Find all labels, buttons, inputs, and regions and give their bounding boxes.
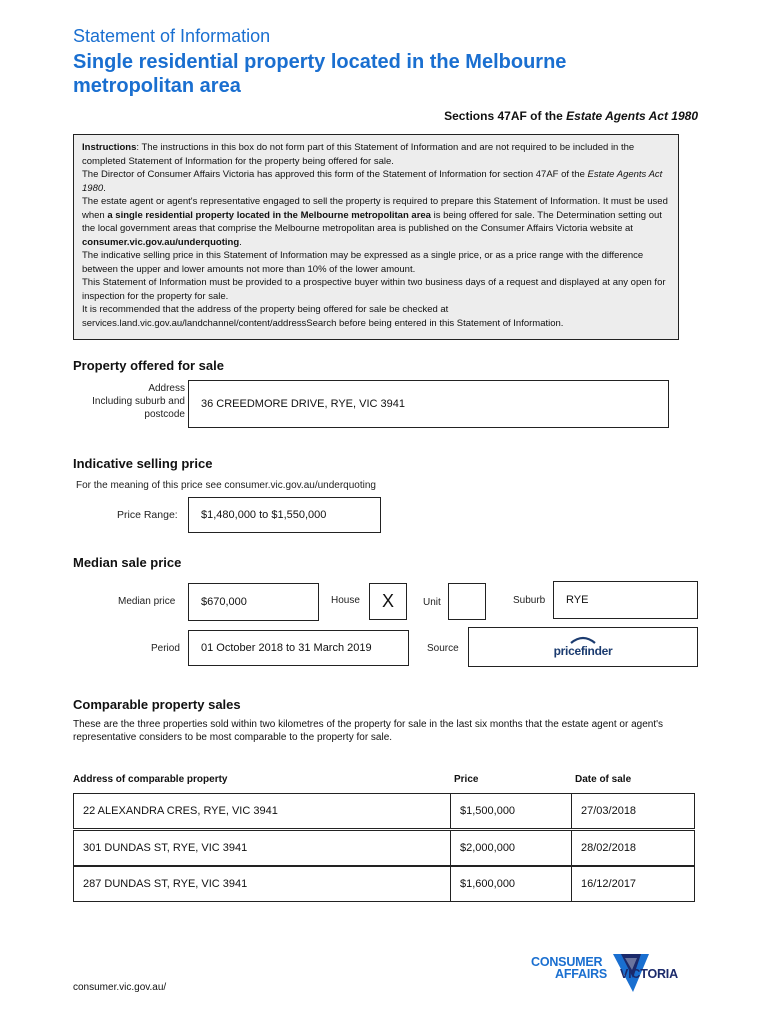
table-row [73, 866, 695, 902]
document-subtitle: Statement of Information [73, 26, 271, 46]
row-date[interactable]: 16/12/2017 [581, 878, 637, 890]
table-row [73, 793, 695, 829]
col-address-header: Address of comparable property [73, 774, 228, 785]
period-field[interactable]: 01 October 2018 to 31 March 2019 [188, 630, 409, 666]
suburb-label: Suburb [513, 595, 546, 606]
unit-checkbox[interactable] [448, 583, 486, 620]
row-address[interactable]: 22 ALEXANDRA CRES, RYE, VIC 3941 [83, 805, 278, 817]
row-address[interactable]: 301 DUNDAS ST, RYE, VIC 3941 [83, 842, 248, 854]
sections-prefix: Sections 47AF of the [444, 109, 567, 123]
column-divider [450, 794, 451, 828]
instructions-p3a: The estate agent or agent's representative engaged to sell the property is required to prepare this Statement of Information. It must be used when [82, 196, 668, 221]
instructions-p5: This Statement of Information must be provided to a prospective buyer within two business days of a request and displayed at any open for inspection for the property for sale. [82, 277, 666, 302]
logo-line1: CONSUMER [531, 955, 603, 969]
row-date[interactable]: 27/03/2018 [581, 805, 637, 817]
pricefinder-mark-icon [569, 636, 597, 644]
instructions-p3b: a single residential property located in the Melbourne metropolitan area [107, 209, 431, 221]
row-price[interactable]: $1,600,000 [460, 878, 516, 890]
comparable-note: These are the three properties sold within two kilometres of the property for sale in the last six months that the estate agent or agent's representative considers to be most comparable to the property for sale. [73, 719, 663, 743]
instructions-p6: It is recommended that the address of the property being offered for sale be checked at services.land.vic.gov.au/landchannel/content/addressSearch before being entered in this Statement of Information. [82, 304, 564, 329]
instructions-p3d: consumer.vic.gov.au/underquoting [82, 236, 240, 248]
sections-reference [444, 109, 698, 123]
instructions-label: Instructions [82, 142, 137, 153]
median-price-label: Median price [118, 596, 176, 607]
instructions-p2a: The Director of Consumer Affairs Victoria has approved this form of the Statement of Information for section 47AF of the [82, 169, 588, 180]
col-date-header: Date of sale [575, 774, 632, 785]
column-divider [571, 867, 572, 901]
column-divider [450, 831, 451, 865]
source-field[interactable] [468, 627, 698, 667]
instructions-box [73, 134, 679, 340]
median-heading: Median sale price [73, 555, 182, 570]
instructions-p1: : The instructions in this box do not form part of this Statement of Information and are not required to be included in the completed Statement of Information for the property being offered for sale. [82, 142, 635, 167]
indicative-note: For the meaning of this price see consumer.vic.gov.au/underquoting [76, 480, 376, 491]
column-divider [571, 794, 572, 828]
price-range-label: Price Range: [117, 509, 178, 521]
instructions-p4: The indicative selling price in this Statement of Information may be expressed as a single price, or as a price range with the difference between the upper and lower amounts not more than 10% of the lower amount. [82, 250, 644, 275]
indicative-heading: Indicative selling price [73, 456, 213, 471]
document-title: Single residential property located in the Melbourne metropolitan area [73, 51, 567, 97]
address-label-line3: postcode [144, 409, 185, 420]
row-date[interactable]: 28/02/2018 [581, 842, 637, 854]
property-heading: Property offered for sale [73, 358, 224, 373]
footer-url: consumer.vic.gov.au/ [73, 982, 167, 993]
table-row [73, 830, 695, 866]
row-address[interactable]: 287 DUNDAS ST, RYE, VIC 3941 [83, 878, 248, 890]
house-label: House [331, 595, 360, 606]
consumer-affairs-victoria-logo [531, 952, 691, 996]
unit-label: Unit [423, 597, 441, 608]
instructions-p3c: is being offered for sale. The Determination setting out the local government areas that comprise the Melbourne metropolitan area is published on the Consumer Affairs Victoria website at [82, 209, 662, 234]
instructions-p2b: Estate Agents Act 1980 [82, 169, 663, 194]
address-label-line2: Including suburb and [92, 396, 185, 407]
sections-act: Estate Agents Act 1980 [566, 109, 698, 123]
address-field[interactable]: 36 CREEDMORE DRIVE, RYE, VIC 3941 [188, 380, 669, 428]
suburb-field[interactable]: RYE [553, 581, 698, 619]
logo-line2: AFFAIRS [555, 967, 608, 981]
col-price-header: Price [454, 774, 479, 785]
pricefinder-text: pricefinder [553, 644, 613, 658]
instructions-p3e: . [239, 236, 242, 248]
source-label: Source [427, 643, 459, 654]
column-divider [571, 831, 572, 865]
house-checkbox[interactable]: X [369, 583, 407, 620]
instructions-p2c: . [103, 182, 106, 194]
price-range-field[interactable]: $1,480,000 to $1,550,000 [188, 497, 381, 533]
period-label: Period [151, 643, 180, 654]
column-divider [450, 867, 451, 901]
row-price[interactable]: $1,500,000 [460, 805, 516, 817]
row-price[interactable]: $2,000,000 [460, 842, 516, 854]
comparable-heading: Comparable property sales [73, 697, 241, 712]
address-label-line1: Address [148, 383, 185, 394]
address-label [73, 382, 185, 421]
logo-line3: VICTORIA [620, 967, 678, 981]
pricefinder-logo [554, 636, 613, 658]
median-price-field[interactable]: $670,000 [188, 583, 319, 621]
